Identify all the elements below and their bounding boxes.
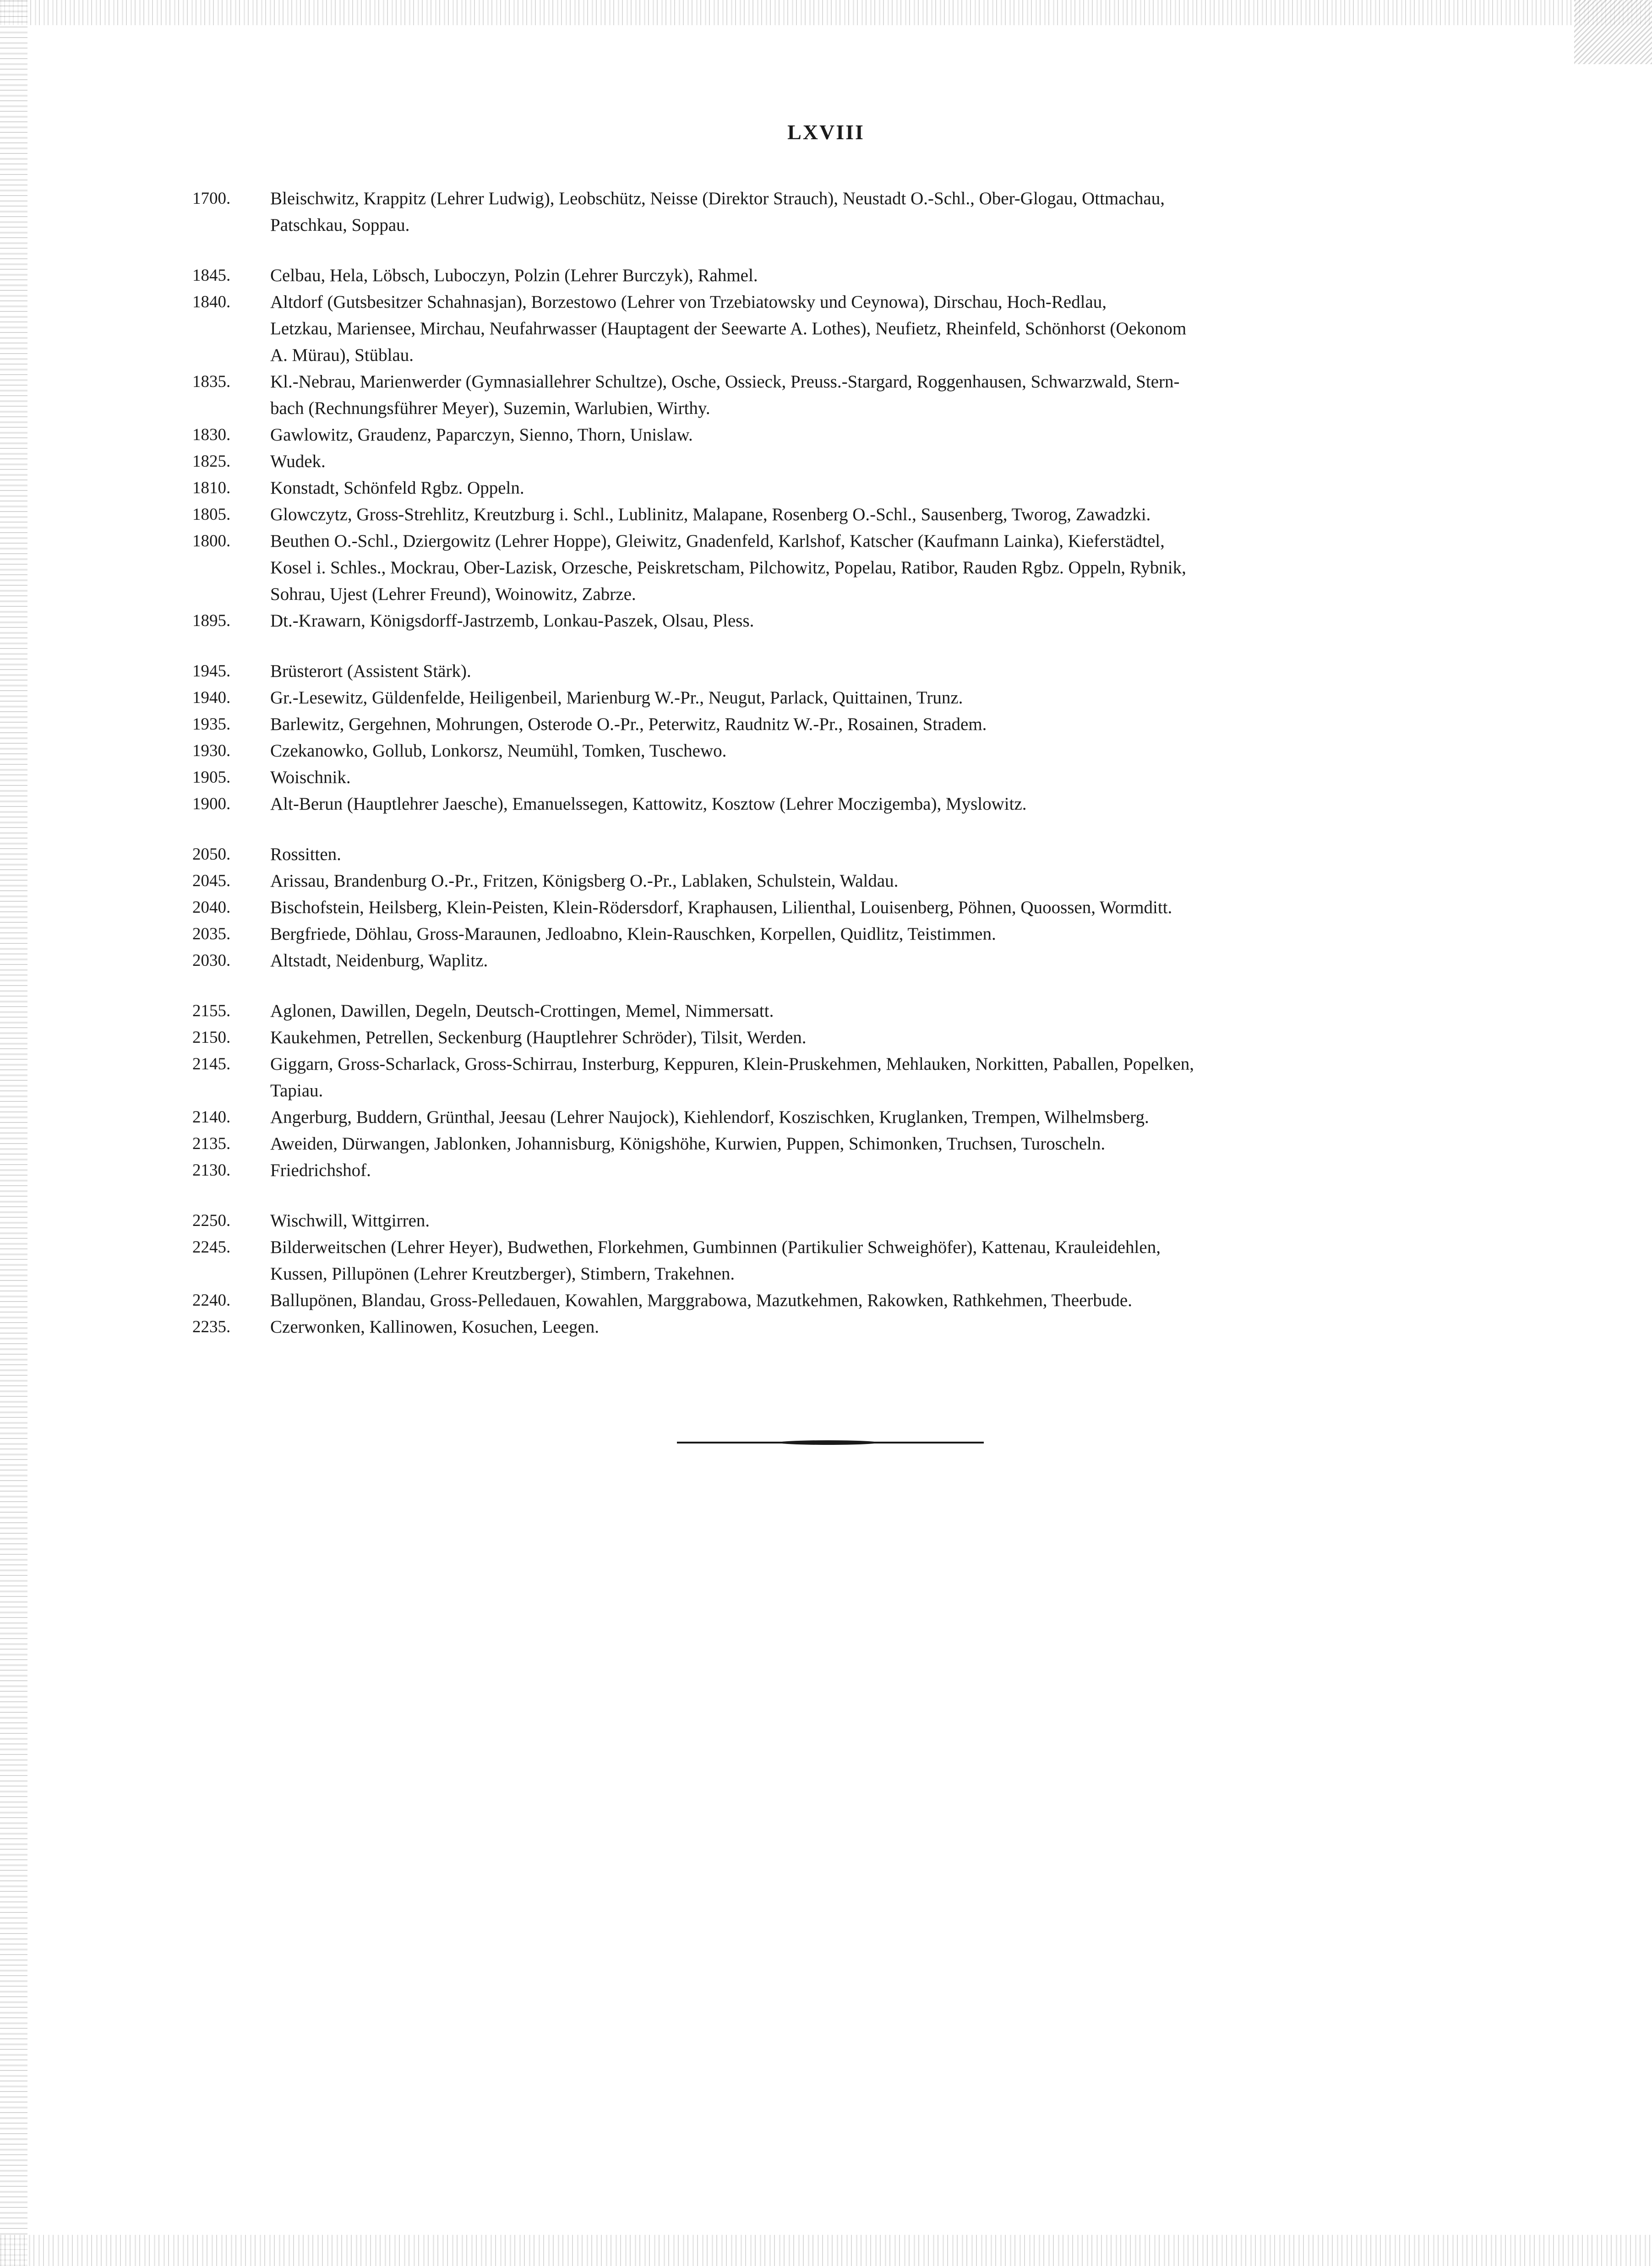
place-names: Kl.-Nebrau, Marienwerder (Gymnasiallehrer Schultze), Osche, Ossieck, Preuss.-Stargard, Roggenhausen, Schwarzwald, Stern- bach (Rechnungsführer Meyer), Suzemin, Warlubien, Wirthy.	[270, 372, 1180, 418]
height-number: 2245.	[192, 1238, 231, 1257]
place-names: Aglonen, Dawillen, Degeln, Deutsch-Crottingen, Memel, Nimmersatt.	[270, 1001, 774, 1021]
place-names: Giggarn, Gross-Scharlack, Gross-Schirrau, Insterburg, Keppuren, Klein-Pruskehmen, Mehlauken, Norkitten, Paballen, Popelken, Tapiau.	[270, 1054, 1194, 1100]
list-item	[192, 868, 1488, 894]
list-item	[192, 948, 1488, 974]
entry-group	[192, 185, 1488, 239]
height-number: 1930.	[192, 741, 231, 760]
place-names: Czerwonken, Kallinowen, Kosuchen, Leegen.	[270, 1317, 600, 1337]
place-names: Aweiden, Dürwangen, Jablonken, Johannisburg, Königshöhe, Kurwien, Puppen, Schimonken, Truchsen, Turoscheln.	[270, 1134, 1106, 1154]
list-item	[192, 658, 1488, 685]
list-item	[192, 791, 1488, 817]
height-number: 2040.	[192, 898, 231, 917]
list-item	[192, 475, 1488, 501]
list-item	[192, 998, 1488, 1024]
entry-group	[192, 998, 1488, 1184]
place-names: Rossitten.	[270, 844, 341, 864]
height-number: 2235.	[192, 1318, 231, 1336]
place-names: Bischofstein, Heilsberg, Klein-Peisten, Klein-Rödersdorf, Kraphausen, Lilienthal, Louisenberg, Pöhnen, Quoossen, Wormditt.	[270, 898, 1172, 917]
place-names: Bilderweitschen (Lehrer Heyer), Budwethen, Florkehmen, Gumbinnen (Partikulier Schweighöfer), Kattenau, Krauleidehlen, Kussen, Pillupönen (Lehrer Kreutzberger), Stimbern, Trakehnen.	[270, 1237, 1161, 1284]
list-item	[192, 1024, 1488, 1051]
station-list	[192, 185, 1488, 1364]
scan-edge-corner	[1574, 0, 1652, 64]
height-number: 2035.	[192, 925, 231, 943]
list-item	[192, 764, 1488, 791]
height-number: 2130.	[192, 1161, 231, 1180]
list-item	[192, 422, 1488, 448]
list-item	[192, 921, 1488, 948]
place-names: Bergfriede, Döhlau, Gross-Maraunen, Jedloabno, Klein-Rauschken, Korpellen, Quidlitz, Teistimmen.	[270, 924, 996, 944]
place-names: Ballupönen, Blandau, Gross-Pelledauen, Kowahlen, Marggrabowa, Mazutkehmen, Rakowken, Rathkehmen, Theerbude.	[270, 1291, 1132, 1310]
list-item	[192, 738, 1488, 764]
height-number: 1895.	[192, 611, 231, 630]
place-names: Brüsterort (Assistent Stärk).	[270, 661, 471, 681]
place-names: Alt-Berun (Hauptlehrer Jaesche), Emanuelssegen, Kattowitz, Kosztow (Lehrer Moczigemba), Myslowitz.	[270, 794, 1027, 814]
height-number: 1805.	[192, 505, 231, 524]
place-names: Konstadt, Schönfeld Rgbz. Oppeln.	[270, 478, 524, 498]
height-number: 1945.	[192, 662, 231, 681]
list-item	[192, 448, 1488, 475]
entry-group	[192, 262, 1488, 634]
closing-rule	[677, 1442, 984, 1443]
scan-edge-left	[0, 0, 27, 2266]
height-number: 1900.	[192, 795, 231, 813]
height-number: 1800.	[192, 532, 231, 550]
height-number: 2140.	[192, 1108, 231, 1127]
height-number: 2030.	[192, 951, 231, 970]
place-names: Arissau, Brandenburg O.-Pr., Fritzen, Königsberg O.-Pr., Lablaken, Schulstein, Waldau.	[270, 871, 899, 891]
list-item	[192, 1287, 1488, 1314]
place-names: Altstadt, Neidenburg, Waplitz.	[270, 951, 488, 970]
list-item	[192, 1314, 1488, 1340]
place-names: Kaukehmen, Petrellen, Seckenburg (Hauptlehrer Schröder), Tilsit, Werden.	[270, 1028, 807, 1047]
list-item	[192, 841, 1488, 868]
list-item	[192, 1208, 1488, 1234]
height-number: 2150.	[192, 1028, 231, 1047]
place-names: Bleischwitz, Krappitz (Lehrer Ludwig), Leobschütz, Neisse (Direktor Strauch), Neustadt O.-Schl., Ober-Glogau, Ottmachau, Patschkau, Soppau.	[270, 189, 1165, 235]
list-item	[192, 608, 1488, 634]
height-number: 1825.	[192, 452, 231, 471]
list-item	[192, 711, 1488, 738]
list-item	[192, 894, 1488, 921]
place-names: Celbau, Hela, Löbsch, Luboczyn, Polzin (Lehrer Burczyk), Rahmel.	[270, 266, 758, 285]
list-item	[192, 528, 1488, 608]
place-names: Glowczytz, Gross-Strehlitz, Kreutzburg i. Schl., Lublinitz, Malapane, Rosenberg O.-Schl., Sausenberg, Tworog, Zawadzki.	[270, 505, 1151, 524]
list-item	[192, 369, 1488, 422]
list-item	[192, 262, 1488, 289]
place-names: Friedrichshof.	[270, 1160, 371, 1180]
place-names: Beuthen O.-Schl., Dziergowitz (Lehrer Hoppe), Gleiwitz, Gnadenfeld, Karlshof, Katscher (Kaufmann Lainka), Kieferstädtel, Kosel i. Schles., Mockrau, Ober-Lazisk, Orzesche, Peiskretscham, Pilchowitz, Popelau, Ratibor, Rauden Rgbz. Oppeln, Rybnik, Sohrau, Ujest (Lehrer Freund), Woinowitz, Zabrze.	[270, 531, 1186, 604]
place-names: Altdorf (Gutsbesitzer Schahnasjan), Borzestowo (Lehrer von Trzebiatowsky und Ceynowa), Dirschau, Hoch-Redlau, Letzkau, Mariensee, Mirchau, Neufahrwasser (Hauptagent der Seewarte A. Lothes), Neufietz, Rheinfeld, Schönhorst (Oekonom A. Mürau), Stüblau.	[270, 292, 1187, 365]
height-number: 2145.	[192, 1055, 231, 1073]
place-names: Czekanowko, Gollub, Lonkorsz, Neumühl, Tomken, Tuschewo.	[270, 741, 727, 761]
place-names: Dt.-Krawarn, Königsdorff-Jastrzemb, Lonkau-Paszek, Olsau, Pless.	[270, 611, 754, 631]
height-number: 1845.	[192, 266, 231, 285]
place-names: Gawlowitz, Graudenz, Paparczyn, Sienno, Thorn, Unislaw.	[270, 425, 693, 445]
height-number: 1700.	[192, 189, 231, 208]
scan-edge-top	[0, 0, 1652, 25]
page-number: LXVIII	[787, 120, 865, 144]
list-item	[192, 289, 1488, 369]
list-item	[192, 1051, 1488, 1104]
list-item	[192, 1104, 1488, 1131]
height-number: 1840.	[192, 293, 231, 311]
height-number: 2240.	[192, 1291, 231, 1310]
height-number: 1935.	[192, 715, 231, 734]
height-number: 1830.	[192, 425, 231, 444]
place-names: Gr.-Lesewitz, Güldenfelde, Heiligenbeil, Marienburg W.-Pr., Neugut, Parlack, Quittainen, Trunz.	[270, 688, 963, 708]
list-item	[192, 685, 1488, 711]
entry-group	[192, 841, 1488, 974]
list-item	[192, 501, 1488, 528]
place-names: Angerburg, Buddern, Grünthal, Jeesau (Lehrer Naujock), Kiehlendorf, Koszischken, Kruglanken, Trempen, Wilhelmsberg.	[270, 1107, 1149, 1127]
place-names: Wudek.	[270, 452, 326, 471]
list-item	[192, 1234, 1488, 1287]
height-number: 1835.	[192, 372, 231, 391]
height-number: 2250.	[192, 1211, 231, 1230]
height-number: 2135.	[192, 1134, 231, 1153]
height-number: 2045.	[192, 872, 231, 890]
height-number: 2050.	[192, 845, 231, 864]
height-number: 2155.	[192, 1002, 231, 1020]
place-names: Barlewitz, Gergehnen, Mohrungen, Osterode O.-Pr., Peterwitz, Raudnitz W.-Pr., Rosainen, Stradem.	[270, 714, 987, 734]
place-names: Woischnik.	[270, 768, 351, 787]
entry-group	[192, 1208, 1488, 1340]
height-number: 1905.	[192, 768, 231, 787]
list-item	[192, 1131, 1488, 1157]
list-item	[192, 185, 1488, 239]
height-number: 1810.	[192, 479, 231, 497]
list-item	[192, 1157, 1488, 1184]
entry-group	[192, 658, 1488, 817]
place-names: Wischwill, Wittgirren.	[270, 1211, 430, 1231]
scan-edge-bottom	[0, 2235, 1652, 2266]
height-number: 1940.	[192, 688, 231, 707]
